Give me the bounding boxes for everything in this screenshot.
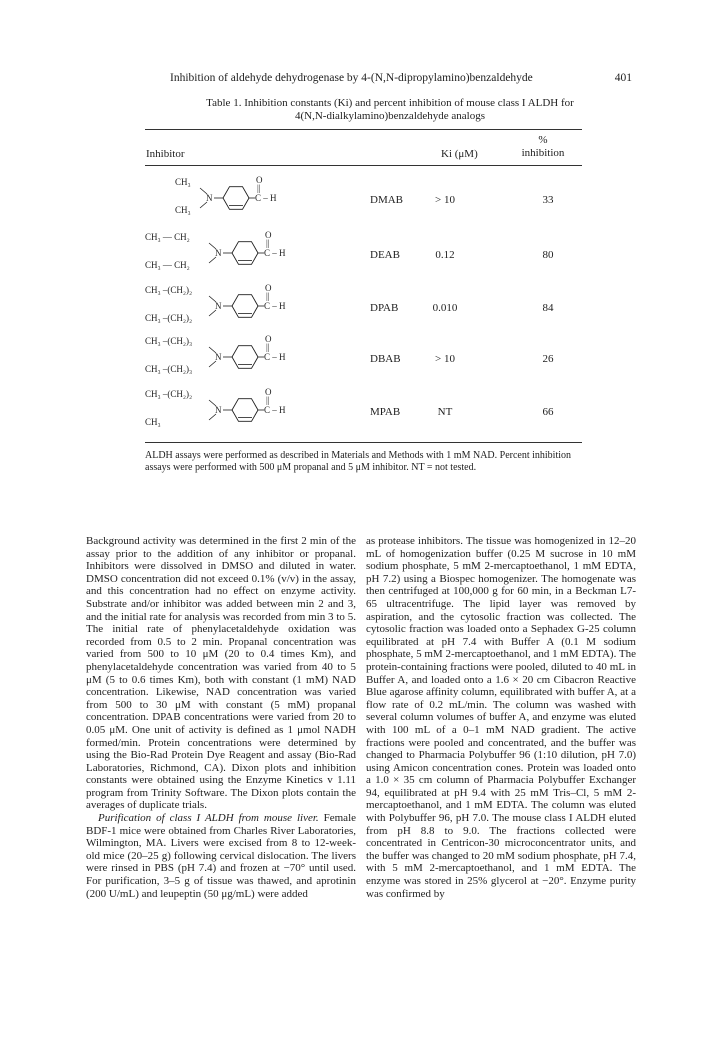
aldehyde-label: C – H bbox=[264, 248, 286, 258]
left-paragraph-2 bbox=[86, 812, 356, 900]
chemical-structure bbox=[145, 173, 345, 223]
percent-inhibition-value: 26 bbox=[542, 353, 554, 365]
substituent-top: CH₃ –(CH₂)₂ bbox=[145, 389, 193, 399]
nitrogen-label: N bbox=[206, 193, 213, 203]
carbonyl-double-bond: || bbox=[257, 183, 261, 193]
inhibitor-abbreviation: DMAB bbox=[370, 194, 404, 206]
structure-drawing bbox=[145, 228, 345, 278]
oxygen-label: O bbox=[265, 230, 272, 240]
inhibitor-abbreviation: DPAB bbox=[370, 302, 399, 314]
chemical-structure bbox=[145, 385, 345, 435]
page-number: 401 bbox=[614, 72, 632, 84]
chemical-structure bbox=[145, 281, 345, 331]
left-paragraph-2-text: Female BDF-1 mice were obtained from Charles River Laboratories, Wilmington, MA. Livers were excised from 8 to 12-week-old mice (20–25 g) following cervical dislocation. The livers were rinsed in PBS (pH 7.4) and frozen at −70° until used. For purification, 3–5 g of tissue was thawed, and aprotinin (200 U/mL) and leupeptin (50 μg/mL) were added bbox=[86, 812, 357, 900]
nitrogen-label: N bbox=[215, 301, 222, 311]
percent-inhibition-value: 80 bbox=[542, 249, 554, 261]
aldehyde-label: C – H bbox=[255, 193, 277, 203]
aldehyde-label: C – H bbox=[264, 301, 286, 311]
table-caption-line-1: Table 1. Inhibition constants (Ki) and percent inhibition of mouse class I ALDH for bbox=[206, 97, 574, 109]
header-percent-word: inhibition bbox=[521, 147, 565, 159]
table-row bbox=[145, 332, 582, 382]
structure-drawing bbox=[145, 332, 345, 382]
table-top-rule bbox=[145, 129, 582, 130]
right-column bbox=[366, 535, 636, 900]
table-footnote: ALDH assays were performed as described in Materials and Methods with 1 mM NAD. Percent inhibition assays were performed with 500 μM propanal and 5 μM inhibitor. NT = not tested. bbox=[145, 450, 572, 473]
ki-value: > 10 bbox=[435, 194, 455, 206]
structure-drawing bbox=[145, 385, 345, 435]
inhibitor-abbreviation: DEAB bbox=[370, 249, 400, 261]
substituent-top: CH₃ — CH₂ bbox=[145, 232, 190, 242]
nitrogen-label: N bbox=[215, 405, 222, 415]
oxygen-label: O bbox=[256, 175, 263, 185]
substituent-top: CH₃ bbox=[175, 177, 191, 187]
ki-value: NT bbox=[437, 406, 453, 418]
table-row bbox=[145, 385, 582, 435]
ki-value: > 10 bbox=[435, 353, 455, 365]
inhibitor-abbreviation: MPAB bbox=[370, 406, 401, 418]
aldehyde-label: C – H bbox=[264, 352, 286, 362]
substituent-bottom: CH₃ — CH₂ bbox=[145, 260, 190, 270]
header-percent-symbol: % bbox=[538, 134, 548, 146]
oxygen-label: O bbox=[265, 283, 272, 293]
carbonyl-double-bond: || bbox=[266, 342, 270, 352]
carbonyl-double-bond: || bbox=[266, 291, 270, 301]
header-percent-inhibition bbox=[519, 134, 567, 160]
right-paragraph-1: as protease inhibitors. The tissue was homogenized in 12–20 mL of homogenization buffer (0.25 M sucrose in 10 mM sodium phosphate, 5 mM 2-mercaptoethanol, 1 mM EDTA, pH 7.2) using a Biospec homogenizer. The homogenate was then centrifuged at 100,000 g for 60 min, in a Beckman L7-65 ultracentrifuge. The lipid layer was removed by aspiration, and the cytosolic fraction was collected. The cytosolic fraction was loaded onto a Sephadex G-25 column equilibrated at pH 7.4 with Buffer A (0.1 M sodium phosphate, 5 mM 2-mercaptoethanol, and 1 mM EDTA). The protein-containing fractions were pooled, diluted to 40 mL in Buffer A, and loaded onto a 1.6 × 20 cm Cibacron Reactive Blue agarose affinity column, equilibrated with buffer A, at a flow rate of 0.2 mL/min. The column was washed with several column volumes of buffer A, and enzyme was eluted with 100 mL of a 0–1 mM NAD gradient. The active fractions were pooled and concentrated, and the buffer was changed to Pharmacia Polybuffer 96 (1:10 dilution, pH 7.0) using Amicon concentration cones. Protein was loaded onto a 1.0 × 35 cm column of Pharmacia Polybuffer Exchanger 94, equilibrated at pH 9.4 with 25 mM Tris–Cl, 5 mM 2-mercaptoethanol, and 1 mM EDTA. The column was eluted with Polybuffer 96, pH 7.0. The mouse class I ALDH eluted from pH 8.8 to 9.0. The fractions collected were concentrated in Centricon-30 microconcentrator units, and the buffer was changed to 20 mM sodium phosphate, pH 7.4, with 5 mM 2-mercaptoethanol, and 1 mM EDTA. The enzyme was stored in 25% glycerol at −20°. Enzyme purity was confirmed by bbox=[366, 535, 636, 900]
benzene-ring bbox=[232, 346, 258, 369]
structure-drawing bbox=[145, 173, 345, 223]
substituent-bottom: CH₃ –(CH₂)₂ bbox=[145, 313, 193, 323]
nitrogen-label: N bbox=[215, 248, 222, 258]
chemical-structure bbox=[145, 228, 345, 278]
percent-inhibition-value: 33 bbox=[542, 194, 554, 206]
table-caption bbox=[145, 97, 635, 123]
carbonyl-double-bond: || bbox=[266, 238, 270, 248]
structure-drawing bbox=[145, 281, 345, 331]
benzene-ring bbox=[232, 242, 258, 265]
table-row bbox=[145, 228, 582, 278]
oxygen-label: O bbox=[265, 334, 272, 344]
header-ki: Ki (μM) bbox=[441, 148, 478, 160]
ki-value: 0.010 bbox=[432, 302, 458, 314]
table-row bbox=[145, 281, 582, 331]
substituent-bottom: CH₃ bbox=[175, 205, 191, 215]
aldehyde-label: C – H bbox=[264, 405, 286, 415]
left-paragraph-1: Background activity was determined in the first 2 min of the assay prior to the addition of any inhibitor or propanal. Inhibitors were dissolved in DMSO and diluted in water. DMSO concentration did not exceed 0.1% (v/v) in the assay, and this concentration had no effect on enzyme activity. Substrate and/or inhibitor was added between min 2 and 3, and the initial rate for analysis was recorded from min 3 to 5. The initial rate of phenylacetaldehyde oxidation was recorded from 0.5 to 2 min. Propanal concentration was varied from 500 to 10 μM (20 to 0.4 times Km), and phenylacetaldehyde concentration was varied from 40 to 5 μM (5 to 0.6 times Km), both with constant (1 mM) NAD concentration. Likewise, NAD concentration was varied from 500 to 30 μM with constant (5 mM) propanal concentration. DPAB concentrations were varied from 20 to 0.05 μM. One unit of activity is defined as 1 μmol NADH formed/min. Protein concentrations were determined by using the Bio-Rad Protein Dye Reagent and assay (Bio-Rad Laboratories, Richmond, CA). Dixon plots and inhibition constants were obtained using the Enzyme Kinetics v 1.11 program from Trinity Software. The Dixon plots contain the averages of duplicate trials. bbox=[86, 535, 356, 812]
percent-inhibition-value: 84 bbox=[542, 302, 554, 314]
benzene-ring bbox=[232, 399, 258, 422]
benzene-ring bbox=[223, 187, 249, 210]
carbonyl-double-bond: || bbox=[266, 395, 270, 405]
running-title: Inhibition of aldehyde dehydrogenase by 4-(N,N-dipropylamino)benzaldehyde bbox=[170, 72, 533, 84]
inhibitor-abbreviation: DBAB bbox=[370, 353, 401, 365]
table-row bbox=[145, 173, 582, 223]
substituent-bottom: CH₃ –(CH₂)₃ bbox=[145, 364, 193, 374]
oxygen-label: O bbox=[265, 387, 272, 397]
nitrogen-label: N bbox=[215, 352, 222, 362]
benzene-ring bbox=[232, 295, 258, 318]
header-inhibitor: Inhibitor bbox=[146, 148, 185, 160]
substituent-top: CH₃ –(CH₂)₂ bbox=[145, 285, 193, 295]
percent-inhibition-value: 66 bbox=[542, 406, 554, 418]
ki-value: 0.12 bbox=[435, 249, 455, 261]
table-bottom-rule bbox=[145, 442, 582, 443]
left-column bbox=[86, 535, 356, 900]
table-header-rule bbox=[145, 165, 582, 166]
chemical-structure bbox=[145, 332, 345, 382]
table-caption-line-2: 4(N,N-dialkylamino)benzaldehyde analogs bbox=[295, 110, 485, 122]
substituent-top: CH₃ –(CH₂)₃ bbox=[145, 336, 193, 346]
section-heading: Purification of class I ALDH from mouse liver. bbox=[98, 812, 319, 825]
substituent-bottom: CH₃ bbox=[145, 417, 161, 427]
